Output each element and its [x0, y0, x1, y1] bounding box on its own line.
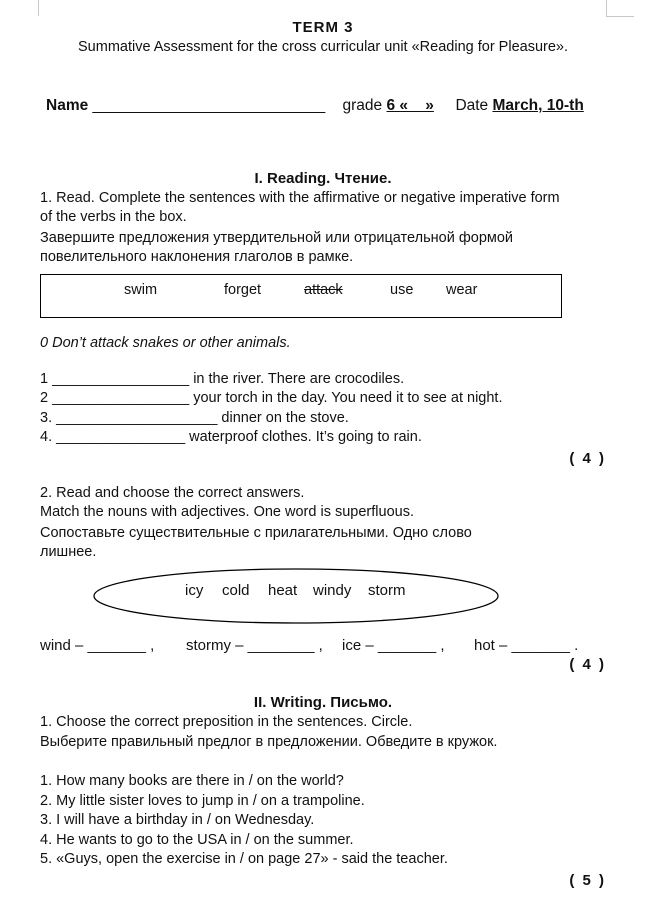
match-item: wind – _______ , [40, 637, 155, 654]
page-subtitle: Summative Assessment for the cross curricular unit «Reading for Pleasure». [78, 39, 568, 55]
student-info-line [46, 97, 584, 115]
page-corner-mark [38, 0, 39, 16]
section-2-title: II. Writing. Письмо. [253, 694, 393, 711]
task1-instruction-ru-1: Завершите предложения утвердительной или отрицательной формой [40, 230, 514, 246]
preposition-sentence: 4. He wants to go to the USA in / on the summer. [40, 832, 354, 848]
date-label: Date [455, 97, 489, 114]
preposition-sentence: 5. «Guys, open the exercise in / on page 27» - said the teacher. [40, 851, 448, 867]
box-word: swim [124, 282, 158, 298]
match-item: stormy – ________ , [186, 637, 323, 654]
ellipse-word: icy [185, 582, 204, 599]
date-value: March, 10-th [492, 97, 584, 114]
word-box [40, 274, 562, 318]
grade-value: 6 « » [386, 97, 434, 114]
match-item: hot – _______ . [474, 637, 579, 654]
ellipse-word: windy [313, 582, 352, 599]
task3-instruction-en: 1. Choose the correct preposition in the sentences. Circle. [40, 714, 413, 730]
match-item: ice – _______ , [342, 637, 445, 654]
ellipse-word: storm [368, 582, 406, 599]
exercise-sentence: 2 _________________ your torch in the day. You need it to see at night. [40, 390, 503, 406]
ellipse-word: heat [268, 582, 298, 599]
task1-instruction-en-1: 1. Read. Complete the sentences with the affirmative or negative imperative form [40, 190, 560, 206]
page-title: TERM 3 [292, 19, 354, 36]
box-word: forget [224, 282, 262, 298]
task2-instruction-ru-1: Сопоставьте существительные с прилагательными. Одно слово [40, 525, 472, 541]
preposition-sentence: 3. I will have a birthday in / on Wednesday. [40, 812, 315, 828]
score-badge: ( 5 ) [569, 872, 606, 889]
task2-instruction-en-2: Match the nouns with adjectives. One word is superfluous. [40, 504, 414, 520]
task1-instruction-ru-2: повелительного наклонения глаголов в рамке. [40, 249, 354, 265]
task1-instruction-en-2: of the verbs in the box. [40, 209, 187, 225]
page-corner-mark [606, 16, 634, 17]
box-word: wear [446, 282, 478, 298]
task3-instruction-ru: Выберите правильный предлог в предложении. Обведите в кружок. [40, 734, 498, 750]
score-badge: ( 4 ) [569, 656, 606, 673]
exercise-sentence: 1 _________________ in the river. There are crocodiles. [40, 371, 405, 387]
exercise-sentence: 4. ________________ waterproof clothes. It’s going to rain. [40, 429, 422, 445]
page-corner-mark [606, 0, 607, 16]
name-label: Name [46, 97, 89, 114]
grade-label: grade [342, 97, 383, 114]
box-word-crossed: attack [304, 282, 343, 298]
name-blank: ___________________________ [92, 97, 326, 114]
task2-instruction-en-1: 2. Read and choose the correct answers. [40, 485, 305, 501]
section-1-title: I. Reading. Чтение. [254, 170, 392, 187]
preposition-sentence: 2. My little sister loves to jump in / on a trampoline. [40, 793, 365, 809]
ellipse-word: cold [222, 582, 250, 599]
task2-instruction-ru-2: лишнее. [40, 544, 97, 560]
preposition-sentence: 1. How many books are there in / on the world? [40, 773, 344, 789]
score-badge: ( 4 ) [569, 450, 606, 467]
exercise-sentence: 3. ____________________ dinner on the stove. [40, 410, 349, 426]
box-word: use [390, 282, 414, 298]
example-sentence: 0 Don’t attack snakes or other animals. [40, 335, 291, 351]
